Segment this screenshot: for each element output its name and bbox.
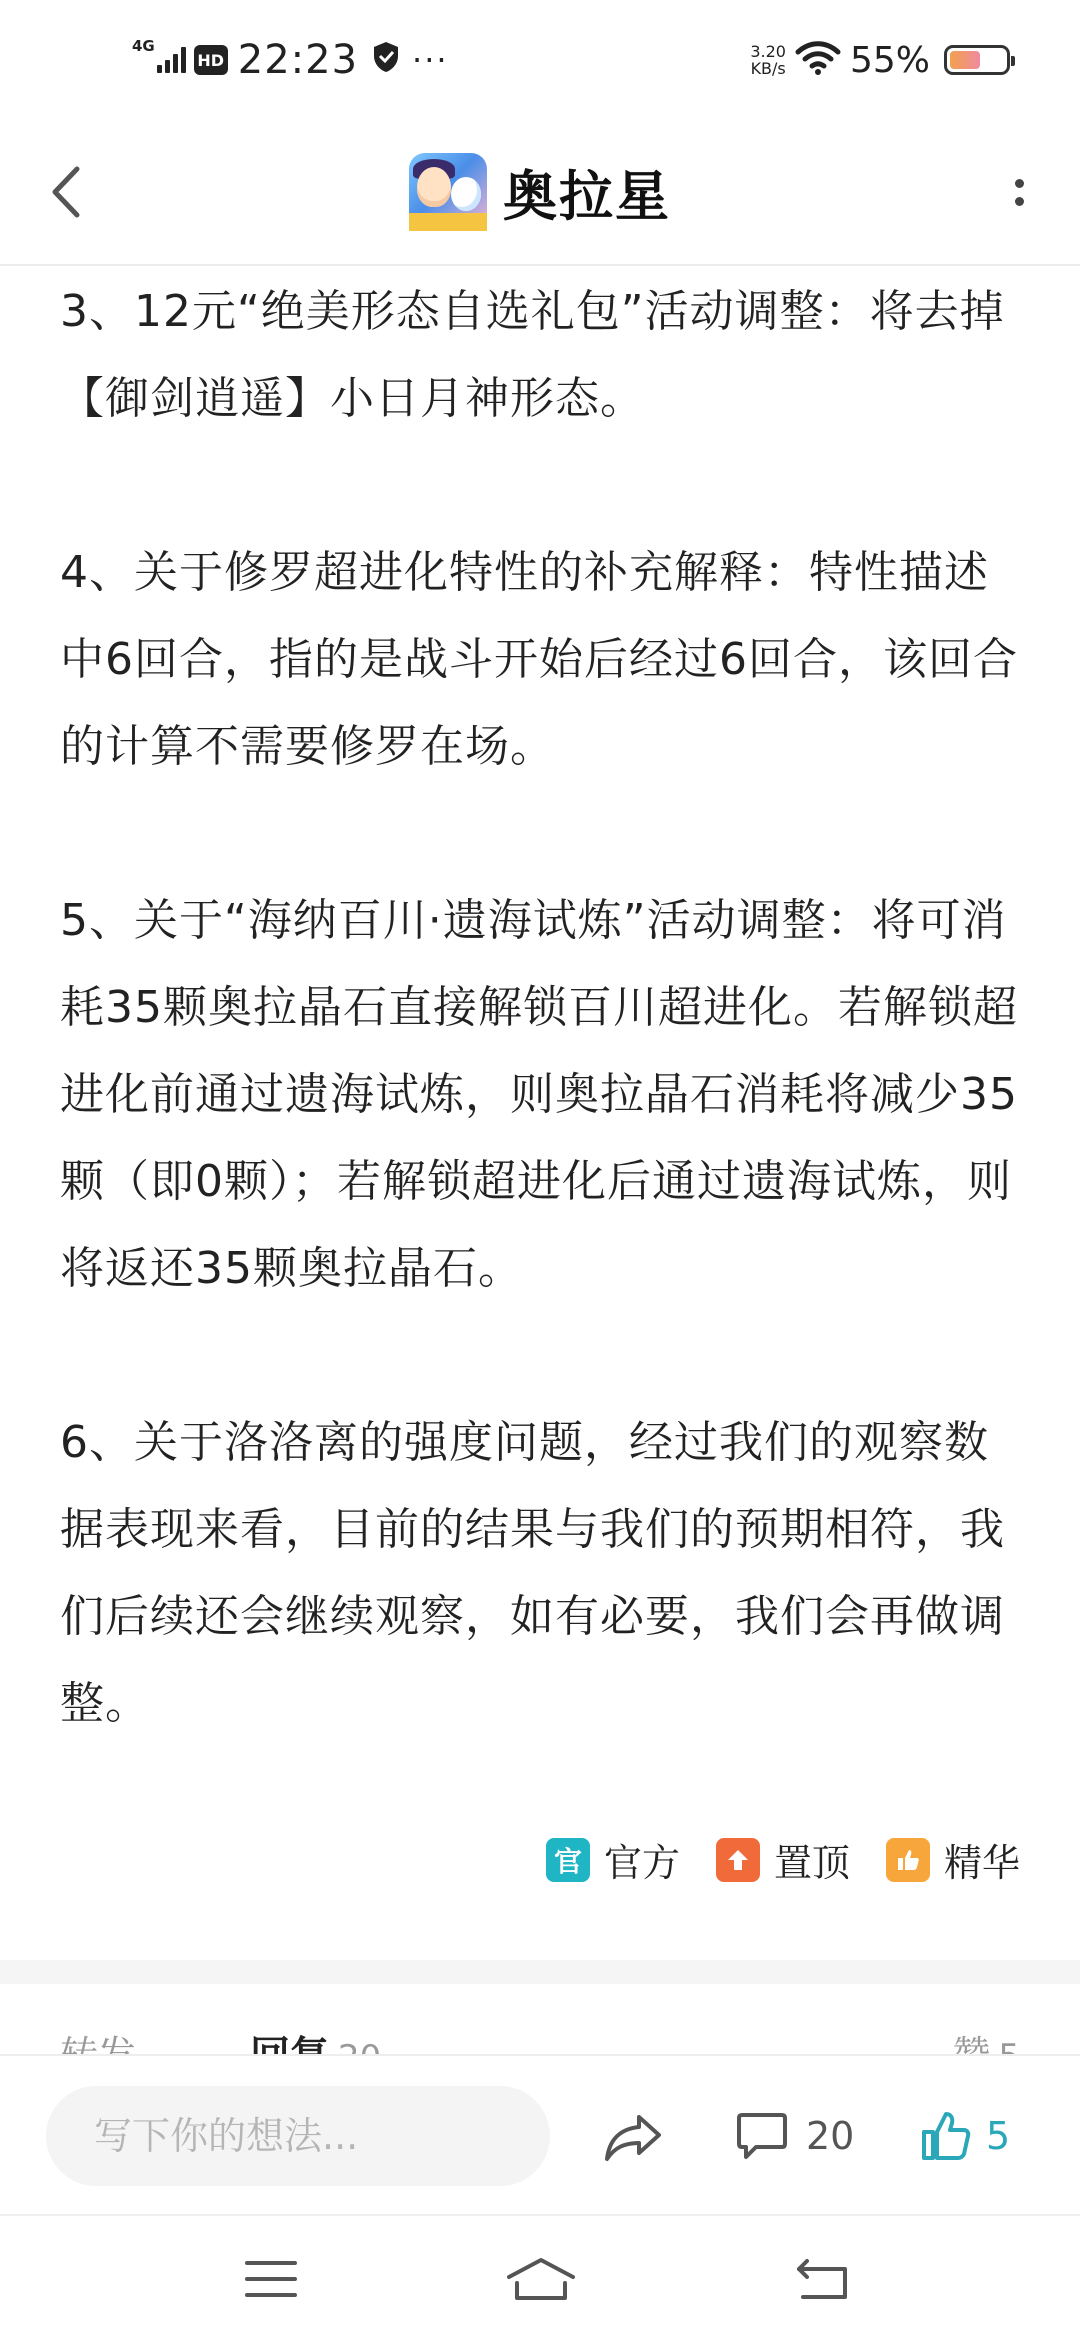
tag-label: 置顶 [773,1841,850,1885]
network-speed-value: 3.20 [750,42,786,61]
back-nav-button[interactable] [778,2244,868,2314]
header-center [0,146,1080,238]
status-bar [0,0,1080,118]
section-divider [0,1960,1080,1984]
network-speed [750,43,786,77]
paragraph-3: 3、12元“绝美形态自选礼包”活动调整：将去掉【御剑逍遥】小日月神形态。 [60,286,1005,424]
home-button[interactable] [496,2244,586,2314]
shield-icon [372,37,400,83]
network-speed-unit: KB/s [750,59,786,78]
tag-label: 精华 [943,1841,1020,1885]
dot [1015,179,1024,188]
more-notifications-icon: ··· [412,41,449,79]
network-type: 4G [132,37,155,55]
post-content [60,268,1030,1747]
interaction-tabs [0,1984,1080,2054]
hd-badge: HD [194,45,228,75]
wifi-icon [796,41,840,79]
like-button[interactable] [920,2096,1010,2176]
header [0,118,1080,266]
official-icon: 官 [546,1838,590,1882]
system-navigation-bar [0,2214,1080,2340]
paragraph-4: 4、关于修罗超进化特性的补充解释：特性描述中6回合，指的是战斗开始后经过6回合，该回合的计算不需要修罗在场。 [60,547,1018,772]
tag-label: 官方 [603,1841,680,1885]
home-icon [505,2257,577,2301]
share-icon [603,2111,663,2163]
battery-percent: 55% [849,39,930,81]
paragraph-5: 5、关于“海纳百川·遗海试炼”活动调整：将可消耗35颗奥拉晶石直接解锁百川超进化。若解锁超进化前通过遗海试炼，则奥拉晶石消耗将减少35颗（即0颗）；若解锁超进化后通过遗海试炼，则将返还35颗奥拉晶石。 [60,895,1018,1294]
comment-button[interactable] [736,2096,854,2176]
bottom-action-bar [0,2054,1080,2214]
post-tags [510,1832,1020,1887]
dot [1015,197,1024,206]
more-vertical-button[interactable] [994,162,1044,222]
comment-icon [736,2111,788,2161]
comment-count: 20 [806,2114,855,2158]
page-title: 奥拉星 [503,164,671,228]
tag-pinned [716,1832,850,1887]
comment-input[interactable] [46,2086,550,2186]
back-arrow-icon [795,2257,851,2301]
recents-button[interactable] [226,2244,316,2314]
status-bar-left [132,30,449,90]
battery-icon [944,45,1010,75]
signal-icon [157,47,186,73]
tag-official [546,1832,680,1887]
battery-level [950,51,980,69]
app-logo [409,153,487,231]
status-time: 22:23 [237,37,359,83]
like-count: 5 [986,2114,1011,2158]
status-bar-right [750,30,1010,90]
paragraph-6: 6、关于洛洛离的强度问题，经过我们的观察数据表现来看，目前的结果与我们的预期相符，我们后续还会继续观察，如有必要，我们会再做调整。 [60,1417,1005,1729]
menu-icon [245,2259,297,2299]
pin-icon [716,1838,760,1882]
share-button[interactable] [598,2102,668,2172]
tag-featured [886,1832,1020,1887]
thumbs-up-icon [920,2110,972,2162]
thumbs-up-icon [886,1838,930,1882]
